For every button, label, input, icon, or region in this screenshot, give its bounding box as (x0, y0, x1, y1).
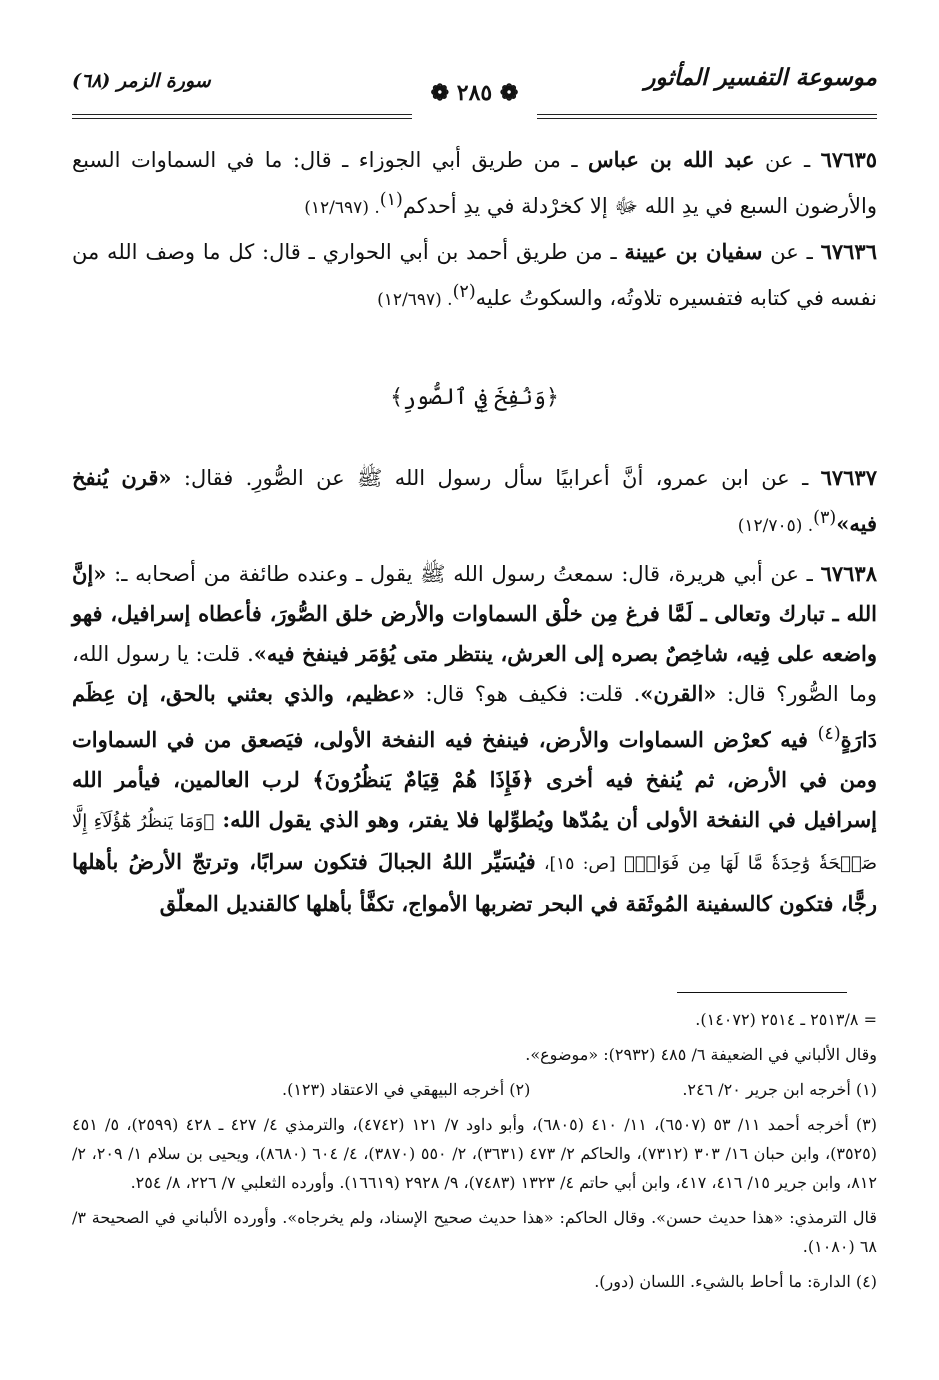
entry-67637 (72, 458, 877, 546)
hadith-quote: فيُسَيِّر اللهُ الجبالَ فتكون سرابًا، وترتجّ الأرضُ بأهلها رجًّا، فتكون كالسفينة المُوثَقة في البحر تضربها الأمواج، تكفَّأ بأهلها كالقنديل المعلّق (72, 849, 877, 916)
entry-text: ـ عن (764, 148, 811, 172)
surah-name: سورة الزمر (٦٨) (72, 70, 211, 92)
volume-ref: . (١٢/٦٩٧) (377, 290, 453, 310)
ornament-icon: ❁ (499, 80, 519, 106)
entry-text: ـ عن ابن عمرو، أنَّ أعرابيًا سأل رسول الله ﷺ عن الصُّورِ. فقال: (171, 466, 809, 490)
entry-text: . قلت: يا رسول الله، وما الصُّور؟ قال: (72, 642, 877, 706)
hadith-quote: فيه كعرْض السماوات والأرض، فينفخ فيه النفخة الأولى، فيَصعق من في السماوات ومن في الأرض، ثم يُنفخ فيه أخرى ﴿فَإِذَا هُمْ قِيَامٌ يَنظُرُونَ﴾ لرب العالمين، فيأمر الله إسرافيل في النفخة الأولى أن يمُدّها ويُطوِّلها فلا يفتر، وهو الذي يقول الله: (72, 727, 877, 832)
entry-number: ٦٧٦٣٧ (820, 465, 877, 490)
entry-text: ـ عن أبي هريرة، قال: سمعتُ رسول الله ﷺ يقول ـ وعنده طائفة من أصحابه ـ: (106, 562, 813, 586)
page-header (72, 62, 877, 122)
page-number-value: ٢٨٥ (456, 80, 493, 106)
narrator: سفيان بن عيينة (624, 239, 763, 264)
ornament-icon: ❁ (430, 80, 450, 106)
footnote-mark[interactable]: (١) (379, 190, 403, 210)
entry-67635 (72, 140, 877, 228)
footnote-separator (677, 992, 847, 993)
verse-heading: ﴿وَنُفِخَ فِي ٱلصُّورِ﴾ (390, 385, 559, 410)
hadith-quote: «عظيم، والذي بعثني بالحق، إن عِظَم دَارَةٍ (72, 681, 877, 752)
footnote-4: (٤) الدارة: ما أحاط بالشيء. اللسان (دور). (594, 1272, 877, 1291)
footnote-3-note: قال الترمذي: «هذا حديث حسن». وقال الحاكم: «هذا حديث صحيح الإسناد، ولم يخرجاه». وأورده الألباني في الصحيحة ٣/ ٦٨ (١٠٨٠). (72, 1208, 877, 1256)
entry-number: ٦٧٦٣٥ (820, 147, 878, 172)
quran-verse: ﴿وَمَا يَنظُرُ هَٰٓؤُلَآءِ إِلَّا صَيۡحَةٗ وَٰحِدَةٗ مَّا لَهَا مِن فَوَاقٖ﴾ (72, 811, 877, 874)
header-rule (537, 118, 877, 119)
page-number (431, 80, 519, 106)
book-title: موسوعة التفسير المأثور (644, 64, 877, 91)
footnote-row (72, 1075, 877, 1104)
footnote-mark[interactable]: (٤) (817, 724, 841, 744)
entry-text: ـ من طريق أبي الجوزاء ـ قال: ما في السماوات السبع والأرضون السبع في يدِ الله ﷻ إلا كخرْدلة في يدِ أحدكم (72, 148, 877, 218)
footnote-mark[interactable]: (٢) (452, 282, 476, 302)
entry-text: . قلت: فكيف هو؟ قال: (415, 682, 641, 706)
footnote-2: (٢) أخرجه البيهقي في الاعتقاد (١٢٣). (282, 1080, 531, 1099)
hadith-quote: «القرن» (640, 681, 717, 706)
entry-text: ـ من طريق أحمد بن أبي الحواري ـ قال: كل ما وصف الله من نفسه في كتابه فتفسيره تلاوتُه، والسكوتُ عليه (72, 240, 877, 310)
volume-ref: . (١٢/٦٩٧) (304, 198, 380, 218)
entry-number: ٦٧٦٣٨ (820, 561, 877, 586)
footnote-1: (١) أخرجه ابن جرير ٢٠/ ٢٤٦. (682, 1080, 877, 1099)
footnote-3: (٣) أخرجه أحمد ١١/ ٥٣ (٦٥٠٧)، ١١/ ٤١٠ (٦٨٠٥)، وأبو داود ٧/ ١٢١ (٤٧٤٢)، والترمذي ٤/ ٤٢٧ ـ ٤٢٨ (٢٥٩٩)، ٥/ ٤٥١ (٣٥٢٥)، وابن حبان ١٦/ ٣٠٣ (٧٣١٢)، والحاكم ٢/ ٤٧٣ (٣٦٣١)، ٢/ ٥٥٠ (٣٨٧٠)، ٤/ ٦٠٤ (٨٦٨٠)، ويحيى بن سلام ١/ ٢٠٩، ٢/ ٨١٢، وابن جرير ١٥/ ٤١٦، ٤١٧، وابن أبي حاتم ٤/ ١٣٢٣ (٧٤٨٣)، ٩/ ٢٩٢٨ (١٦٦١٩). وأورده الثعلبي ٧/ ٢٢٦، ٨/ ٢٥٤. (72, 1115, 878, 1192)
footnotes (72, 1005, 877, 1302)
header-rule (72, 114, 412, 115)
footnote-text: وقال الألباني في الضعيفة ٦/ ٤٨٥ (٢٩٣٢): «موضوع». (525, 1045, 877, 1064)
header-rule (537, 114, 877, 115)
footnote-mark[interactable]: (٣) (813, 508, 837, 528)
entry-67638 (72, 554, 877, 924)
volume-ref: . (١٢/٧٠٥) (737, 516, 814, 536)
entry-67636 (72, 232, 877, 320)
entry-text: [ص: ١٥]، (535, 854, 624, 874)
narrator: عبد الله بن عباس (587, 147, 755, 172)
footnote-continuation: = ٢٥١٣/٨ ـ ٢٥١٤ (١٤٠٧٢). (695, 1010, 877, 1029)
header-rule (72, 118, 412, 119)
hadith-quote: «قرن يُنفخ فيه» (72, 465, 877, 536)
main-text (72, 140, 877, 928)
entry-text: ـ عن (770, 240, 813, 264)
hadith-quote: «إنَّ الله ـ تبارك وتعالى ـ لَمَّا فرغ مِن خلْق السماوات والأرض خلق الصُّورَ، فأعطاه إسرافيل، فهو واضعه على فِيه، شاخِصٌ بصره إلى العرش، ينتظر متى يُؤمَر فينفخ فيه» (72, 561, 877, 666)
entry-number: ٦٧٦٣٦ (820, 239, 877, 264)
